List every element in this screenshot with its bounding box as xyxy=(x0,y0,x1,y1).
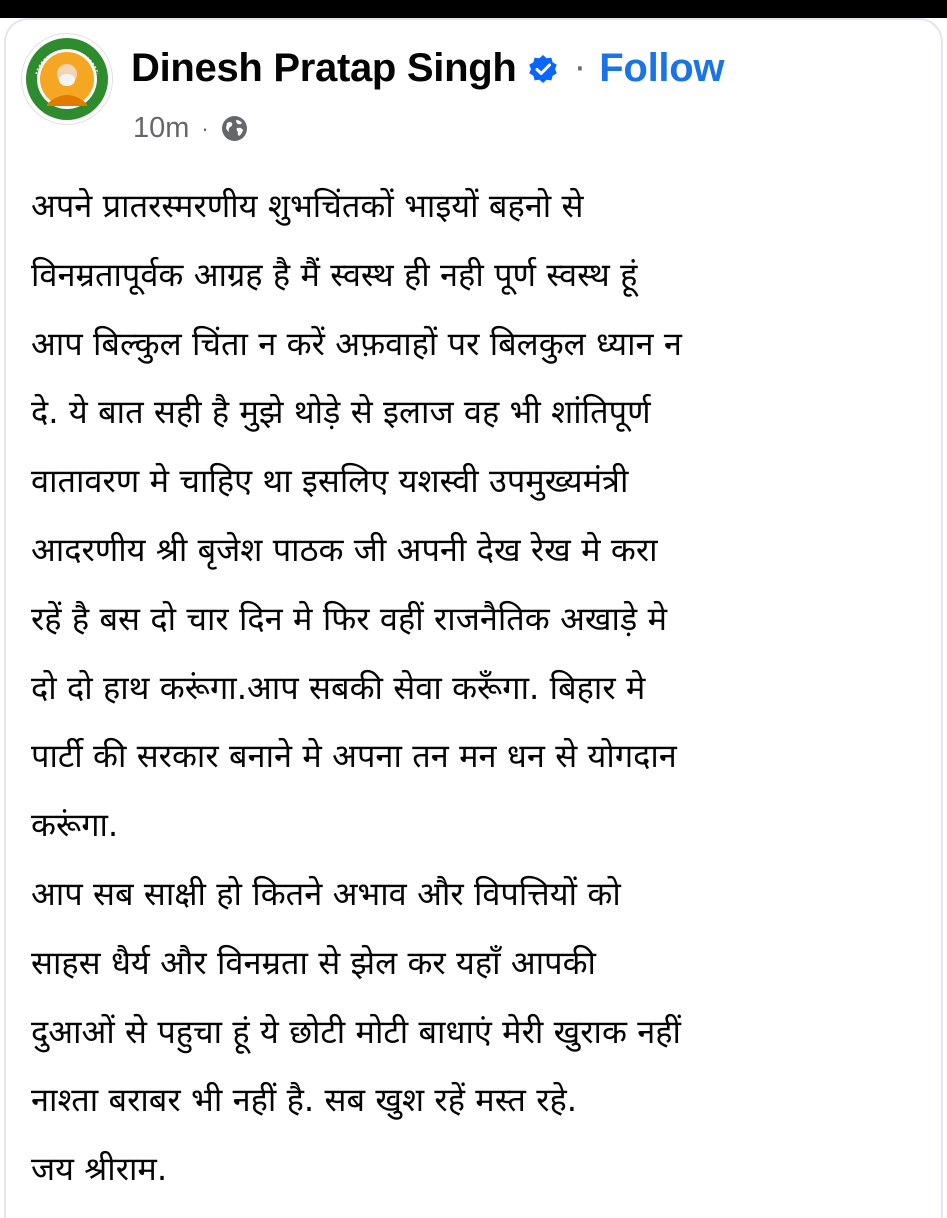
post-line: विनम्रतापूर्वक आग्रह है मैं स्वस्थ ही नही पूर्ण स्वस्थ हूं xyxy=(31,255,638,294)
meta-separator: · xyxy=(201,115,209,141)
verified-badge-icon xyxy=(528,54,558,84)
post-header xyxy=(131,46,724,91)
header-separator: · xyxy=(574,48,586,89)
status-bar-strip xyxy=(0,0,947,18)
author-name[interactable]: Dinesh Pratap Singh xyxy=(131,46,517,90)
post-line: जय श्रीराम. xyxy=(31,1150,168,1189)
profile-avatar-icon xyxy=(22,34,112,124)
post-line: करूंगा. xyxy=(31,806,119,845)
author-avatar[interactable] xyxy=(22,34,112,124)
post-line: अपने प्रातरस्मरणीय शुभचिंतकों भाइयों बहनो से xyxy=(31,187,584,225)
post-line: पार्टी की सरकार बनाने मे अपना तन मन धन से योगदान xyxy=(31,737,677,776)
post-line: रहें है बस दो चार दिन मे फिर वहीं राजनैतिक अखाड़े मे xyxy=(31,599,668,638)
post-line: दुआओं से पहुचा हूं ये छोटी मोटी बाधाएं मेरी खुराक नहीं xyxy=(31,1012,681,1051)
post-line: दो दो हाथ करूंगा.आप सबकी सेवा करूँगा. बिहार मे xyxy=(31,668,646,707)
post-line: आदरणीय श्री बृजेश पाठक जी अपनी देख रेख मे करा xyxy=(31,530,658,569)
post-line: साहस धैर्य और विनम्रता से झेल कर यहाँ आपकी xyxy=(31,943,596,982)
post-meta xyxy=(133,112,248,145)
post-line: वातावरण मे चाहिए था इसलिए यशस्वी उपमुख्यमंत्री xyxy=(31,462,629,501)
globe-icon[interactable] xyxy=(221,115,248,142)
follow-button[interactable]: Follow xyxy=(599,46,725,90)
post-line: आप सब साक्षी हो कितने अभाव और विपत्तियों को xyxy=(31,874,621,913)
post-text xyxy=(31,172,931,1204)
post-line: नाश्ता बराबर भी नहीं है. सब खुश रहें मस्त रहे. xyxy=(31,1081,578,1120)
post-line: आप बिल्कुल चिंता न करें अफ़वाहों पर बिलकुल ध्यान न xyxy=(31,324,682,363)
post-line: दे. ये बात सही है मुझे थोड़े से इलाज वह भी शांतिपूर्ण xyxy=(31,393,651,432)
post-timestamp[interactable]: 10m xyxy=(133,112,190,144)
